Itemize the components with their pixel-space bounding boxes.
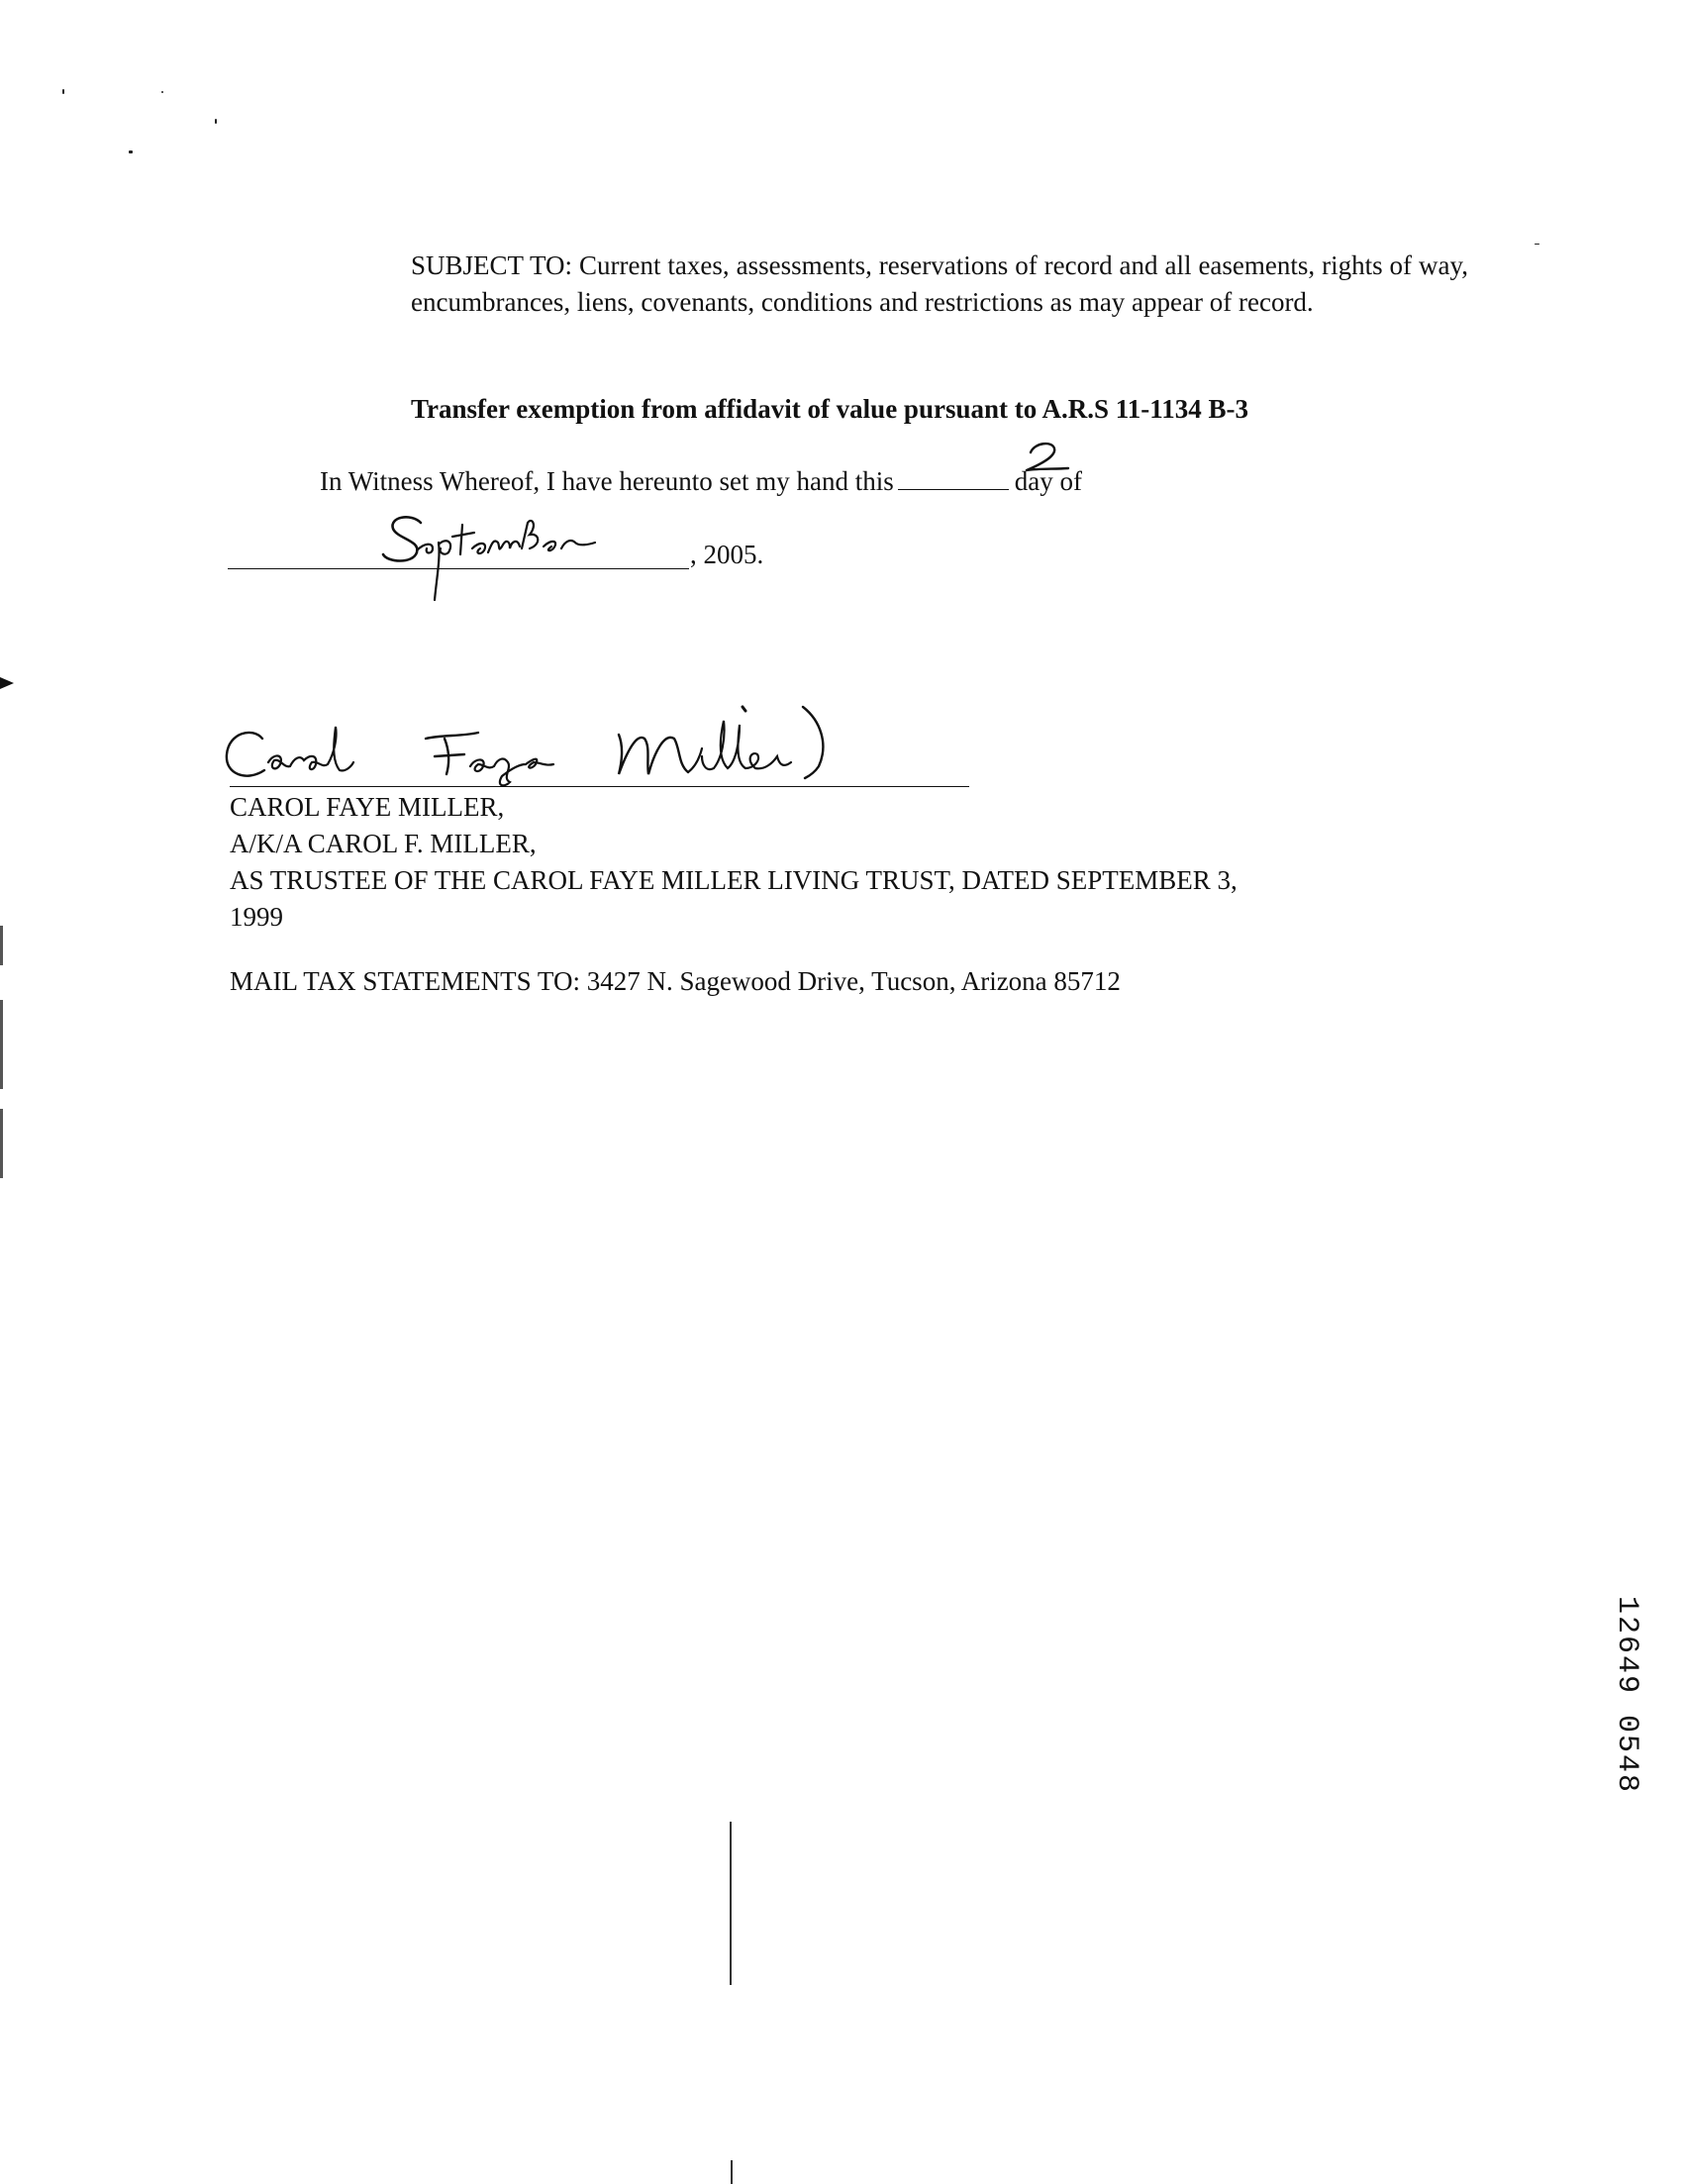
grantor-block (230, 789, 1477, 936)
edge-scan-mark (0, 926, 3, 965)
mail-tax-statements: MAIL TAX STATEMENTS TO: 3427 N. Sagewood Drive, Tucson, Arizona 85712 (230, 966, 1121, 996)
scan-speck (62, 89, 64, 94)
signature-line (230, 786, 969, 787)
scan-speck (129, 150, 133, 153)
scan-fold-line (730, 1822, 732, 1985)
day-blank (898, 467, 1009, 490)
edge-scan-mark (0, 1109, 3, 1178)
year-text: , 2005. (690, 540, 764, 569)
grantor-line: 1999 (230, 902, 283, 932)
grantor-line: AS TRUSTEE OF THE CAROL FAYE MILLER LIVING TRUST, DATED SEPTEMBER 3, (230, 865, 1238, 895)
edge-arrow-mark (0, 677, 14, 689)
grantor-line: A/K/A CAROL F. MILLER, (230, 829, 537, 858)
scan-speck (161, 91, 163, 93)
witness-line (320, 466, 1082, 497)
edge-scan-mark (0, 1000, 3, 1089)
scan-fold-tick (731, 2160, 733, 2184)
exemption-statement: Transfer exemption from affidavit of value pursuant to A.R.S 11-1134 B-3 (411, 394, 1249, 424)
scan-speck (215, 119, 217, 124)
scan-speck (1535, 244, 1539, 245)
witness-suffix: day of (1014, 466, 1082, 496)
grantor-line: CAROL FAYE MILLER, (230, 792, 505, 822)
handwritten-day (1015, 439, 1074, 478)
handwritten-month (381, 503, 599, 602)
subject-to-paragraph: SUBJECT TO: Current taxes, assessments, reservations of record and all easements, rights of way, encumbrances, liens, covenants, conditions and restrictions as may appear of record. (411, 250, 1468, 317)
witness-prefix: In Witness Whereof, I have hereunto set my hand this (320, 466, 894, 496)
record-number: 12649 0548 (1610, 1596, 1643, 1795)
grantor-signature (223, 699, 896, 798)
